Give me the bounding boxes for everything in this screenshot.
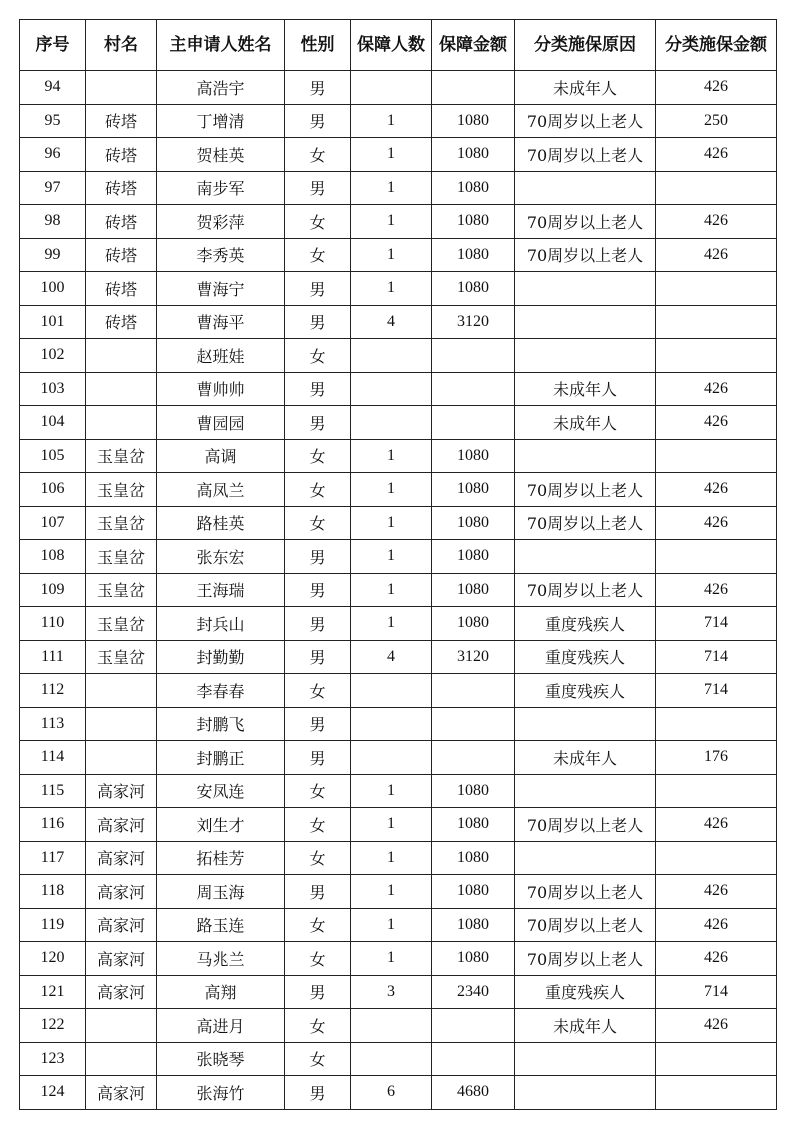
cell-covered-persons: 1 bbox=[351, 272, 432, 306]
table-row bbox=[20, 942, 777, 976]
cell-index: 108 bbox=[20, 540, 86, 574]
cell-index: 118 bbox=[20, 875, 86, 909]
cell-category-amount bbox=[656, 540, 777, 574]
cell-amount: 4680 bbox=[432, 1076, 515, 1110]
cell-applicant-name: 南步军 bbox=[157, 171, 285, 205]
cell-category-reason: 未成年人 bbox=[515, 1009, 656, 1043]
table-row bbox=[20, 104, 777, 138]
table-row bbox=[20, 138, 777, 172]
cell-covered-persons: 1 bbox=[351, 473, 432, 507]
cell-category-amount: 426 bbox=[656, 71, 777, 105]
cell-applicant-name: 曹海平 bbox=[157, 305, 285, 339]
cell-gender: 男 bbox=[285, 71, 351, 105]
cell-applicant-name: 李秀英 bbox=[157, 238, 285, 272]
cell-applicant-name: 刘生才 bbox=[157, 808, 285, 842]
cell-category-amount bbox=[656, 1076, 777, 1110]
cell-covered-persons: 1 bbox=[351, 841, 432, 875]
cell-category-amount: 426 bbox=[656, 205, 777, 239]
cell-category-reason bbox=[515, 272, 656, 306]
cell-covered-persons: 1 bbox=[351, 875, 432, 909]
cell-village: 玉皇岔 bbox=[86, 540, 157, 574]
cell-covered-persons: 6 bbox=[351, 1076, 432, 1110]
cell-index: 106 bbox=[20, 473, 86, 507]
cell-category-amount: 426 bbox=[656, 908, 777, 942]
table-row bbox=[20, 372, 777, 406]
cell-applicant-name: 赵班娃 bbox=[157, 339, 285, 373]
cell-applicant-name: 封勤勤 bbox=[157, 640, 285, 674]
cell-village: 砖塔 bbox=[86, 238, 157, 272]
table-row bbox=[20, 841, 777, 875]
cell-village bbox=[86, 674, 157, 708]
cell-village: 玉皇岔 bbox=[86, 573, 157, 607]
cell-category-amount: 426 bbox=[656, 573, 777, 607]
cell-covered-persons: 1 bbox=[351, 573, 432, 607]
cell-amount bbox=[432, 339, 515, 373]
cell-covered-persons: 1 bbox=[351, 439, 432, 473]
cell-covered-persons bbox=[351, 1042, 432, 1076]
cell-amount bbox=[432, 707, 515, 741]
cell-village: 玉皇岔 bbox=[86, 640, 157, 674]
cell-category-amount bbox=[656, 305, 777, 339]
cell-category-reason: 70周岁以上老人 bbox=[515, 238, 656, 272]
cell-village: 砖塔 bbox=[86, 171, 157, 205]
cell-gender: 女 bbox=[285, 841, 351, 875]
cell-index: 116 bbox=[20, 808, 86, 842]
cell-gender: 男 bbox=[285, 741, 351, 775]
cell-index: 98 bbox=[20, 205, 86, 239]
cell-category-reason bbox=[515, 1076, 656, 1110]
cell-category-amount: 426 bbox=[656, 238, 777, 272]
cell-covered-persons bbox=[351, 372, 432, 406]
cell-applicant-name: 张晓琴 bbox=[157, 1042, 285, 1076]
table-body bbox=[20, 71, 777, 1110]
cell-village bbox=[86, 1009, 157, 1043]
table-row bbox=[20, 640, 777, 674]
cell-category-amount: 714 bbox=[656, 975, 777, 1009]
cell-category-amount bbox=[656, 339, 777, 373]
cell-covered-persons: 3 bbox=[351, 975, 432, 1009]
table-row bbox=[20, 205, 777, 239]
table-row bbox=[20, 741, 777, 775]
cell-category-amount: 426 bbox=[656, 808, 777, 842]
cell-index: 102 bbox=[20, 339, 86, 373]
cell-category-reason: 70周岁以上老人 bbox=[515, 908, 656, 942]
cell-applicant-name: 高翔 bbox=[157, 975, 285, 1009]
cell-applicant-name: 贺彩萍 bbox=[157, 205, 285, 239]
cell-amount: 1080 bbox=[432, 607, 515, 641]
cell-index: 97 bbox=[20, 171, 86, 205]
cell-amount: 1080 bbox=[432, 171, 515, 205]
cell-category-reason: 重度残疾人 bbox=[515, 640, 656, 674]
cell-index: 99 bbox=[20, 238, 86, 272]
cell-covered-persons: 1 bbox=[351, 171, 432, 205]
header-village: 村名 bbox=[86, 20, 157, 71]
cell-category-amount: 426 bbox=[656, 406, 777, 440]
cell-index: 101 bbox=[20, 305, 86, 339]
cell-category-amount bbox=[656, 1042, 777, 1076]
cell-amount: 1080 bbox=[432, 138, 515, 172]
cell-category-amount bbox=[656, 439, 777, 473]
cell-gender: 女 bbox=[285, 439, 351, 473]
cell-village: 砖塔 bbox=[86, 138, 157, 172]
table-row bbox=[20, 406, 777, 440]
cell-gender: 男 bbox=[285, 607, 351, 641]
cell-index: 96 bbox=[20, 138, 86, 172]
cell-category-amount bbox=[656, 272, 777, 306]
cell-index: 103 bbox=[20, 372, 86, 406]
cell-village: 玉皇岔 bbox=[86, 607, 157, 641]
cell-applicant-name: 封鹏飞 bbox=[157, 707, 285, 741]
cell-category-reason: 重度残疾人 bbox=[515, 607, 656, 641]
cell-amount bbox=[432, 1042, 515, 1076]
cell-category-reason bbox=[515, 707, 656, 741]
cell-amount: 1080 bbox=[432, 272, 515, 306]
cell-amount: 1080 bbox=[432, 573, 515, 607]
table-row bbox=[20, 674, 777, 708]
header-gender: 性别 bbox=[285, 20, 351, 71]
cell-covered-persons: 4 bbox=[351, 305, 432, 339]
table-row bbox=[20, 1076, 777, 1110]
table-row bbox=[20, 975, 777, 1009]
cell-applicant-name: 拓桂芳 bbox=[157, 841, 285, 875]
cell-village bbox=[86, 406, 157, 440]
header-category-reason: 分类施保原因 bbox=[515, 20, 656, 71]
cell-gender: 男 bbox=[285, 104, 351, 138]
cell-amount: 1080 bbox=[432, 473, 515, 507]
cell-category-reason: 70周岁以上老人 bbox=[515, 875, 656, 909]
cell-covered-persons bbox=[351, 406, 432, 440]
table-row bbox=[20, 875, 777, 909]
table-row bbox=[20, 439, 777, 473]
cell-village: 砖塔 bbox=[86, 104, 157, 138]
cell-gender: 女 bbox=[285, 339, 351, 373]
cell-village: 砖塔 bbox=[86, 272, 157, 306]
cell-village: 玉皇岔 bbox=[86, 439, 157, 473]
cell-category-reason: 重度残疾人 bbox=[515, 975, 656, 1009]
cell-covered-persons bbox=[351, 1009, 432, 1043]
cell-category-amount: 426 bbox=[656, 138, 777, 172]
cell-gender: 女 bbox=[285, 942, 351, 976]
cell-amount: 1080 bbox=[432, 908, 515, 942]
table-row bbox=[20, 707, 777, 741]
cell-gender: 男 bbox=[285, 372, 351, 406]
cell-index: 95 bbox=[20, 104, 86, 138]
table-row bbox=[20, 1009, 777, 1043]
cell-gender: 男 bbox=[285, 975, 351, 1009]
cell-index: 111 bbox=[20, 640, 86, 674]
cell-index: 110 bbox=[20, 607, 86, 641]
cell-category-amount: 250 bbox=[656, 104, 777, 138]
cell-covered-persons: 4 bbox=[351, 640, 432, 674]
cell-category-reason: 重度残疾人 bbox=[515, 674, 656, 708]
cell-index: 120 bbox=[20, 942, 86, 976]
cell-village: 玉皇岔 bbox=[86, 473, 157, 507]
cell-category-amount: 426 bbox=[656, 875, 777, 909]
cell-village bbox=[86, 339, 157, 373]
cell-applicant-name: 曹帅帅 bbox=[157, 372, 285, 406]
cell-gender: 女 bbox=[285, 238, 351, 272]
table-row bbox=[20, 573, 777, 607]
cell-index: 121 bbox=[20, 975, 86, 1009]
cell-category-reason bbox=[515, 841, 656, 875]
cell-category-amount: 426 bbox=[656, 1009, 777, 1043]
table-row bbox=[20, 171, 777, 205]
cell-gender: 女 bbox=[285, 774, 351, 808]
table-row bbox=[20, 607, 777, 641]
cell-amount: 1080 bbox=[432, 238, 515, 272]
cell-applicant-name: 高调 bbox=[157, 439, 285, 473]
table-row bbox=[20, 774, 777, 808]
cell-village: 高家河 bbox=[86, 942, 157, 976]
cell-gender: 男 bbox=[285, 272, 351, 306]
cell-gender: 女 bbox=[285, 674, 351, 708]
cell-category-amount bbox=[656, 841, 777, 875]
cell-covered-persons bbox=[351, 71, 432, 105]
header-row bbox=[20, 20, 777, 71]
cell-category-reason: 70周岁以上老人 bbox=[515, 473, 656, 507]
cell-gender: 女 bbox=[285, 808, 351, 842]
cell-applicant-name: 高凤兰 bbox=[157, 473, 285, 507]
cell-village: 砖塔 bbox=[86, 205, 157, 239]
cell-category-reason bbox=[515, 171, 656, 205]
cell-covered-persons bbox=[351, 741, 432, 775]
cell-gender: 女 bbox=[285, 138, 351, 172]
cell-amount: 1080 bbox=[432, 808, 515, 842]
cell-covered-persons: 1 bbox=[351, 607, 432, 641]
cell-applicant-name: 曹园园 bbox=[157, 406, 285, 440]
cell-category-reason: 70周岁以上老人 bbox=[515, 138, 656, 172]
cell-applicant-name: 李春春 bbox=[157, 674, 285, 708]
cell-category-reason: 未成年人 bbox=[515, 741, 656, 775]
cell-amount bbox=[432, 372, 515, 406]
cell-amount: 3120 bbox=[432, 640, 515, 674]
cell-covered-persons: 1 bbox=[351, 540, 432, 574]
table-row bbox=[20, 506, 777, 540]
cell-category-amount: 426 bbox=[656, 473, 777, 507]
assistance-table bbox=[19, 19, 777, 1110]
cell-category-amount: 714 bbox=[656, 674, 777, 708]
table-row bbox=[20, 473, 777, 507]
cell-covered-persons: 1 bbox=[351, 774, 432, 808]
cell-index: 122 bbox=[20, 1009, 86, 1043]
cell-index: 94 bbox=[20, 71, 86, 105]
header-category-amount: 分类施保金额 bbox=[656, 20, 777, 71]
cell-village bbox=[86, 1042, 157, 1076]
table-row bbox=[20, 272, 777, 306]
header-index: 序号 bbox=[20, 20, 86, 71]
cell-gender: 男 bbox=[285, 406, 351, 440]
table-row bbox=[20, 339, 777, 373]
cell-covered-persons bbox=[351, 674, 432, 708]
cell-category-reason: 70周岁以上老人 bbox=[515, 808, 656, 842]
cell-gender: 男 bbox=[285, 1076, 351, 1110]
cell-gender: 男 bbox=[285, 875, 351, 909]
cell-applicant-name: 路桂英 bbox=[157, 506, 285, 540]
cell-amount: 1080 bbox=[432, 205, 515, 239]
cell-gender: 男 bbox=[285, 640, 351, 674]
table-row bbox=[20, 1042, 777, 1076]
cell-covered-persons: 1 bbox=[351, 205, 432, 239]
cell-covered-persons: 1 bbox=[351, 908, 432, 942]
table-row bbox=[20, 238, 777, 272]
cell-covered-persons: 1 bbox=[351, 808, 432, 842]
cell-covered-persons: 1 bbox=[351, 138, 432, 172]
cell-covered-persons bbox=[351, 707, 432, 741]
cell-applicant-name: 封鹏正 bbox=[157, 741, 285, 775]
cell-amount: 1080 bbox=[432, 506, 515, 540]
cell-index: 112 bbox=[20, 674, 86, 708]
cell-village: 高家河 bbox=[86, 1076, 157, 1110]
cell-index: 105 bbox=[20, 439, 86, 473]
cell-category-amount: 426 bbox=[656, 372, 777, 406]
cell-applicant-name: 安凤连 bbox=[157, 774, 285, 808]
cell-amount: 3120 bbox=[432, 305, 515, 339]
cell-village: 高家河 bbox=[86, 975, 157, 1009]
cell-applicant-name: 王海瑞 bbox=[157, 573, 285, 607]
cell-covered-persons: 1 bbox=[351, 506, 432, 540]
cell-applicant-name: 张东宏 bbox=[157, 540, 285, 574]
cell-covered-persons: 1 bbox=[351, 104, 432, 138]
cell-applicant-name: 张海竹 bbox=[157, 1076, 285, 1110]
cell-category-reason: 未成年人 bbox=[515, 71, 656, 105]
cell-index: 113 bbox=[20, 707, 86, 741]
cell-gender: 女 bbox=[285, 506, 351, 540]
cell-gender: 男 bbox=[285, 305, 351, 339]
cell-village: 高家河 bbox=[86, 908, 157, 942]
cell-applicant-name: 高进月 bbox=[157, 1009, 285, 1043]
cell-category-amount bbox=[656, 707, 777, 741]
cell-category-reason bbox=[515, 540, 656, 574]
cell-category-amount: 426 bbox=[656, 506, 777, 540]
cell-category-reason bbox=[515, 1042, 656, 1076]
cell-village: 高家河 bbox=[86, 808, 157, 842]
cell-amount: 1080 bbox=[432, 104, 515, 138]
cell-index: 114 bbox=[20, 741, 86, 775]
cell-category-reason: 70周岁以上老人 bbox=[515, 205, 656, 239]
cell-category-amount: 176 bbox=[656, 741, 777, 775]
cell-gender: 女 bbox=[285, 473, 351, 507]
cell-category-amount bbox=[656, 774, 777, 808]
cell-index: 104 bbox=[20, 406, 86, 440]
cell-category-reason: 未成年人 bbox=[515, 372, 656, 406]
cell-village bbox=[86, 372, 157, 406]
cell-amount bbox=[432, 674, 515, 708]
cell-gender: 女 bbox=[285, 1042, 351, 1076]
cell-gender: 男 bbox=[285, 573, 351, 607]
cell-category-reason bbox=[515, 439, 656, 473]
cell-amount: 1080 bbox=[432, 942, 515, 976]
cell-village bbox=[86, 71, 157, 105]
cell-category-reason bbox=[515, 774, 656, 808]
table-row bbox=[20, 71, 777, 105]
cell-amount bbox=[432, 71, 515, 105]
cell-category-amount: 714 bbox=[656, 640, 777, 674]
table-row bbox=[20, 908, 777, 942]
cell-index: 117 bbox=[20, 841, 86, 875]
cell-amount bbox=[432, 406, 515, 440]
cell-category-reason: 70周岁以上老人 bbox=[515, 573, 656, 607]
cell-amount bbox=[432, 741, 515, 775]
cell-applicant-name: 丁增清 bbox=[157, 104, 285, 138]
cell-applicant-name: 封兵山 bbox=[157, 607, 285, 641]
header-amount: 保障金额 bbox=[432, 20, 515, 71]
cell-amount: 1080 bbox=[432, 540, 515, 574]
cell-village bbox=[86, 741, 157, 775]
table-row bbox=[20, 305, 777, 339]
header-covered-persons: 保障人数 bbox=[351, 20, 432, 71]
cell-amount: 1080 bbox=[432, 774, 515, 808]
cell-category-reason: 未成年人 bbox=[515, 406, 656, 440]
table-row bbox=[20, 540, 777, 574]
cell-category-reason: 70周岁以上老人 bbox=[515, 942, 656, 976]
cell-category-reason: 70周岁以上老人 bbox=[515, 104, 656, 138]
cell-village bbox=[86, 707, 157, 741]
cell-category-amount: 714 bbox=[656, 607, 777, 641]
cell-gender: 男 bbox=[285, 707, 351, 741]
cell-applicant-name: 路玉连 bbox=[157, 908, 285, 942]
cell-category-reason bbox=[515, 305, 656, 339]
cell-village: 玉皇岔 bbox=[86, 506, 157, 540]
cell-gender: 女 bbox=[285, 205, 351, 239]
cell-applicant-name: 高浩宇 bbox=[157, 71, 285, 105]
cell-covered-persons bbox=[351, 339, 432, 373]
cell-village: 高家河 bbox=[86, 774, 157, 808]
cell-applicant-name: 贺桂英 bbox=[157, 138, 285, 172]
cell-index: 119 bbox=[20, 908, 86, 942]
header-applicant-name: 主申请人姓名 bbox=[157, 20, 285, 71]
cell-amount: 2340 bbox=[432, 975, 515, 1009]
cell-index: 100 bbox=[20, 272, 86, 306]
cell-index: 123 bbox=[20, 1042, 86, 1076]
cell-index: 115 bbox=[20, 774, 86, 808]
cell-village: 高家河 bbox=[86, 841, 157, 875]
cell-category-amount: 426 bbox=[656, 942, 777, 976]
cell-gender: 女 bbox=[285, 1009, 351, 1043]
cell-index: 124 bbox=[20, 1076, 86, 1110]
cell-amount: 1080 bbox=[432, 875, 515, 909]
cell-applicant-name: 马兆兰 bbox=[157, 942, 285, 976]
cell-category-amount bbox=[656, 171, 777, 205]
cell-amount: 1080 bbox=[432, 439, 515, 473]
cell-village: 砖塔 bbox=[86, 305, 157, 339]
cell-applicant-name: 曹海宁 bbox=[157, 272, 285, 306]
cell-amount: 1080 bbox=[432, 841, 515, 875]
cell-gender: 男 bbox=[285, 171, 351, 205]
cell-index: 107 bbox=[20, 506, 86, 540]
cell-applicant-name: 周玉海 bbox=[157, 875, 285, 909]
cell-category-reason: 70周岁以上老人 bbox=[515, 506, 656, 540]
cell-category-reason bbox=[515, 339, 656, 373]
cell-covered-persons: 1 bbox=[351, 238, 432, 272]
table-row bbox=[20, 808, 777, 842]
cell-index: 109 bbox=[20, 573, 86, 607]
cell-village: 高家河 bbox=[86, 875, 157, 909]
cell-gender: 男 bbox=[285, 540, 351, 574]
cell-gender: 女 bbox=[285, 908, 351, 942]
cell-amount bbox=[432, 1009, 515, 1043]
cell-covered-persons: 1 bbox=[351, 942, 432, 976]
